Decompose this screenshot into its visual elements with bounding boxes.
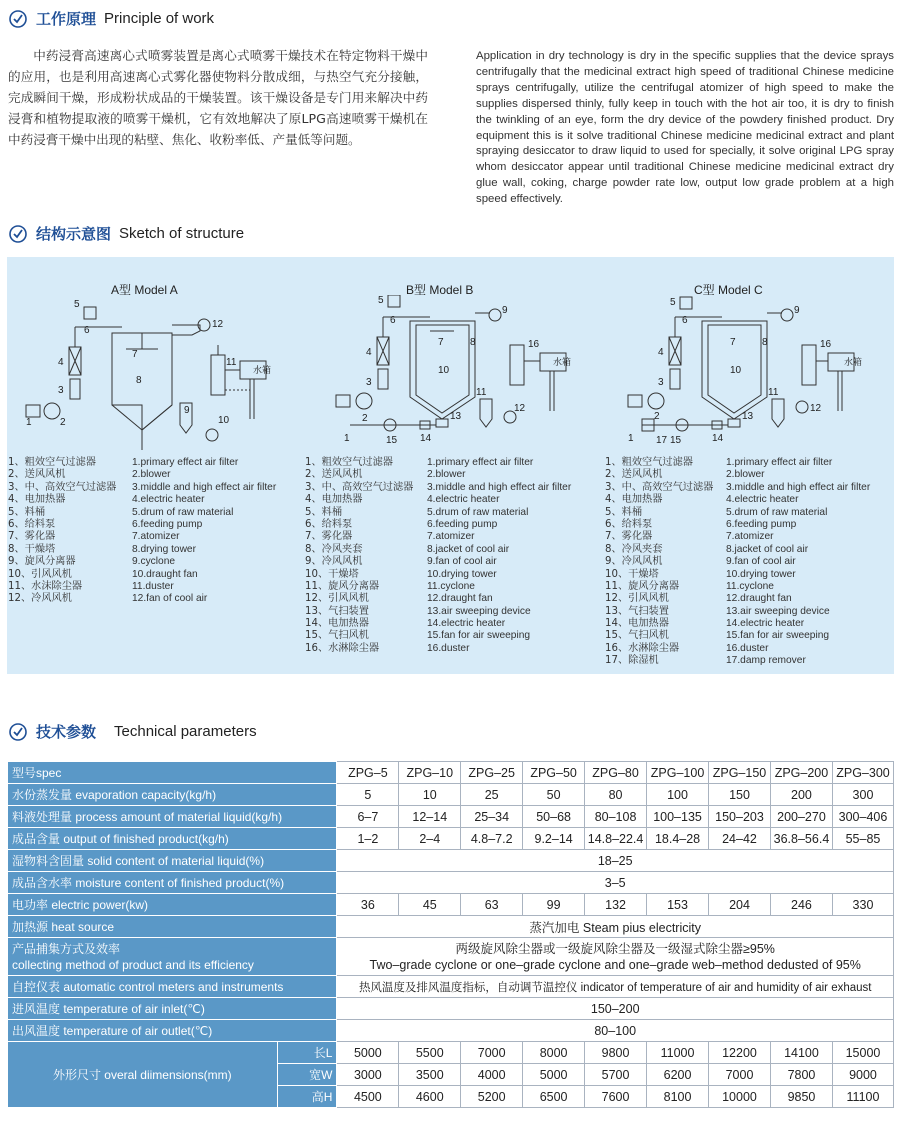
row-value: 6500 [523,1086,585,1108]
blower-shape [44,403,60,419]
row-value: 246 [770,894,832,916]
model-header: ZPG–300 [832,762,893,784]
table-row [8,998,894,1020]
row-value: 2–4 [399,828,461,850]
model-header: ZPG–200 [770,762,832,784]
legend-en-item: 10.drying tower [726,568,796,580]
row-value: 11100 [832,1086,893,1108]
row-value: 11000 [647,1042,709,1064]
legend-en-item: 14.electric heater [427,618,506,630]
diag-b-label-11: 11 [476,387,487,398]
legend-cn-item: 11、旋风分离器 [605,580,680,592]
legend-cn-item: 1、粗效空气过滤器 [605,457,693,468]
row-value: 45 [399,894,461,916]
legend-en-item: 4.electric heater [726,494,799,506]
legend-en-item: 5.drum of raw material [427,506,529,518]
diag-a-label-1: 1 [26,417,32,428]
row-value: 9800 [585,1042,647,1064]
legend-en-item: 6.feeding pump [132,518,203,530]
legend-cn-item: 6、给料泵 [605,518,653,530]
legend-cn-item: 1、粗效空气过滤器 [8,457,96,468]
row-value: 50–68 [523,806,585,828]
row-value: 18–25 [337,850,894,872]
row-value: 36 [337,894,399,916]
model-header: ZPG–5 [337,762,399,784]
diag-c-label-15: 15 [670,435,682,446]
row-value: 25 [461,784,523,806]
row-label: 成品含水率 moisture content of finished product(%) [8,872,337,894]
model-c-title: C型 Model C [694,283,763,297]
legend-cn-item: 8、冷风夹套 [605,543,663,555]
legend-en-item: 11.cyclone [427,580,475,592]
model-header: ZPG–80 [585,762,647,784]
legend-cn-item: 2、送风风机 [605,469,663,481]
table-row [8,1020,894,1042]
intro-text-en: Application in dry technology is dry in the specific supplies that the device sprays centrifugally that the medicinal extract high speed of traditional Chinese medicine sprays centrifugally, utilize the centrifugal atomizer of high speed to make the supplies dispersed thinly, fully keep in touch with the hot air too, it is dry to finish the twinkling of an eye, form the dry device of the powdery finished product. Dry equipment this is it solve traditional Chinese medicine medicinal extract and plant spraying desiccator to draw liquid to used for specially, it solve original LPG spray whom desiccator appear until traditional Chinese medicine medicinal extract dry glue wall, coking, charge powder rate low, output low grade problem at a high speed effectively. [476,50,894,206]
table-row [8,784,894,806]
legend-cn-item: 5、料桶 [305,506,343,518]
legend-cn-item: 14、电加热器 [305,618,369,630]
legend-cn-item: 14、电加热器 [605,618,669,630]
row-value: 7000 [461,1042,523,1064]
legend-en-item: 9.cyclone [132,556,176,568]
spec-label: 型号spec [8,762,337,784]
diag-b-label-7: 7 [438,337,444,348]
legend-en-item: 10.draught fan [132,568,198,580]
structure-title-cn: 结构示意图 [36,225,112,243]
legend-en-item: 1.primary effect air filter [427,457,534,468]
diagram-model-c [622,295,882,455]
diag-b-label-4: 4 [366,347,372,358]
legend-cn-item: 4、电加热器 [605,494,663,506]
legend-cn-item: 7、雾化器 [305,531,353,543]
intro-text-cn: 中药浸膏高速离心式喷雾装置是离心式喷雾干燥技术在特定物料干燥中的应用，也是利用高速离心式雾化器使物料分散成细，与热空气充分接触，完成瞬间干燥，形成粉状成品的干燥装置。该干燥设备是专门用来解决中药浸膏和植物提取液的喷雾干燥机，它有效地解决了原LPG高速喷雾干燥机在中药浸膏干燥中出现的粘壁、焦化、收粉率低、产量低等问题。 [8,48,428,147]
row-value: 4600 [399,1086,461,1108]
model-header: ZPG–25 [461,762,523,784]
dims-label: 外形尺寸 overal diimensions(mm) [8,1042,278,1108]
row-value: 9.2–14 [523,828,585,850]
table-row [8,976,894,998]
diag-c-label-7: 7 [730,337,736,348]
legend-cn-item: 13、气扫装置 [605,605,669,617]
row-value: 14100 [770,1042,832,1064]
row-value: 5500 [399,1042,461,1064]
legend-en-item: 8.drying tower [132,543,196,555]
legend-en-item: 3.middle and high effect air filter [726,481,871,493]
legend-en-item: 11.duster [132,580,174,592]
row-value: 15000 [832,1042,893,1064]
row-value: 5000 [523,1064,585,1086]
legend-en-item: 3.middle and high effect air filter [132,481,277,493]
row-value: 6–7 [337,806,399,828]
row-value: 14.8–22.4 [585,828,647,850]
row-value: 24–42 [709,828,771,850]
row-value: 6200 [647,1064,709,1086]
row-label: 进风温度 temperature of air inlet(℃) [8,998,337,1020]
diag-c-label-16: 16 [820,339,832,350]
row-value [337,938,894,976]
row-value: 7000 [709,1064,771,1086]
row-value: 4500 [337,1086,399,1108]
row-label [8,938,337,976]
row-value: 330 [832,894,893,916]
principle-title-cn: 工作原理 [36,10,97,28]
legend-cn-item: 10、引风风机 [8,568,72,580]
legend-cn-item: 15、气扫风机 [305,630,369,642]
diag-c-label-5: 5 [670,297,676,308]
model-header: ZPG–100 [647,762,709,784]
legend-en-item: 15.fan for air sweeping [726,630,830,642]
diag-b-label-5: 5 [378,295,384,306]
legend-cn-item: 10、干燥塔 [305,568,359,580]
row-value: 100–135 [647,806,709,828]
row-value: 4.8–7.2 [461,828,523,850]
diag-b-label-16: 16 [528,339,540,350]
legend-cn-item: 11、水沫除尘器 [8,580,83,592]
row-value: 12200 [709,1042,771,1064]
row-value: 9850 [770,1086,832,1108]
diag-c-label-17: 17 [656,435,668,446]
legend-cn-item: 10、干燥塔 [605,568,659,580]
row-value: 3500 [399,1064,461,1086]
row-value: 80–100 [337,1020,894,1042]
legend-en-item: 12.draught fan [726,593,792,605]
legend-en-item: 4.electric heater [427,494,500,506]
diag-b-label-13: 13 [450,411,462,422]
section-bullet-icon [8,722,28,742]
diag-a-label-9: 9 [184,405,190,416]
legend-en-item: 17.damp remover [726,655,806,667]
row-value: 55–85 [832,828,893,850]
legend-en-item: 16.duster [726,642,769,654]
diag-b-label-6: 6 [390,315,396,326]
legend-en-item: 8.jacket of cool air [726,543,809,555]
model-b-title: B型 Model B [406,283,474,297]
row-value: 7800 [770,1064,832,1086]
row-value: 10 [399,784,461,806]
legend-en-item: 9.fan of cool air [427,556,497,568]
row-value: 204 [709,894,771,916]
legend-en-item: 4.electric heater [132,494,205,506]
diag-c-label-3: 3 [658,377,664,388]
row-value: 100 [647,784,709,806]
row-label: 成品含量 output of finished product(kg/h) [8,828,337,850]
row-value: 热风温度及排风温度指标，自动调节温控仪 indicator of temperature of air and humidity of air exhaust [337,976,894,998]
legend-cn-item: 13、气扫装置 [305,605,369,617]
diag-c-label-10: 10 [730,365,742,376]
model-a-title: A型 Model A [111,283,178,297]
legend-en-item: 16.duster [427,642,470,654]
row-label: 湿物料含固量 solid content of material liquid(%) [8,850,337,872]
legend-en-item: 6.feeding pump [726,518,797,530]
row-value: 153 [647,894,709,916]
row-value: 50 [523,784,585,806]
row-value: 150–203 [709,806,771,828]
table-row [8,916,894,938]
legend-en-item: 1.primary effect air filter [132,457,239,468]
diag-a-label-6: 6 [84,325,90,336]
legend-cn-item: 9、旋风分离器 [8,556,76,568]
row-value: 5700 [585,1064,647,1086]
row-label: 电功率 electric power(kw) [8,894,337,916]
legend-cn-item: 16、水淋除尘器 [605,642,680,654]
legend-en-item: 2.blower [132,469,171,481]
diag-a-label-8: 8 [136,375,142,386]
table-row [8,938,894,976]
diag-c-label-13: 13 [742,411,754,422]
legend-cn-item: 16、水淋除尘器 [305,642,380,654]
table-header-row [8,762,894,784]
row-value: 10000 [709,1086,771,1108]
principle-title-en: Principle of work [104,10,215,27]
row-value: 63 [461,894,523,916]
row-value: 150 [709,784,771,806]
row-value: 8100 [647,1086,709,1108]
row-value: 12–14 [399,806,461,828]
legend-en-item: 2.blower [427,469,466,481]
legend-cn-item: 17、除湿机 [605,655,659,667]
diag-b-label-2: 2 [362,413,368,424]
structure-heading [8,223,244,244]
params-title-cn: 技术参数 [36,723,97,741]
row-label-line: collecting method of product and its efficiency [12,957,254,972]
diag-a-label-12: 12 [212,319,224,330]
row-value: 18.4–28 [647,828,709,850]
row-value: 80 [585,784,647,806]
legend-cn-item: 12、引风风机 [305,593,369,605]
diagram-model-a [22,295,292,455]
diag-c-label-8: 8 [762,337,768,348]
legend-cn-item: 11、旋风分离器 [305,580,380,592]
legend-en-item: 12.draught fan [427,593,493,605]
diag-b-label-9: 9 [502,305,508,316]
section-bullet-icon [8,224,28,244]
legend-cn-item: 7、雾化器 [605,531,653,543]
table-row [8,850,894,872]
diag-c-label-1: 1 [628,433,634,444]
row-value: 3–5 [337,872,894,894]
table-row [8,806,894,828]
legend-cn-item: 1、粗效空气过滤器 [305,457,393,468]
legend-cn-item: 6、给料泵 [305,518,353,530]
row-value-line: 两级旋风除尘器或一级旋风除尘器及一级湿式除尘器≥95% [455,941,775,956]
diag-c-label-11: 11 [768,387,779,398]
model-header: ZPG–150 [709,762,771,784]
structure-title-en: Sketch of structure [119,225,245,242]
legend-cn-item: 9、冷风风机 [605,556,663,568]
dim-key: 高H [277,1086,337,1108]
legend-en-item: 6.feeding pump [427,518,498,530]
table-row [8,894,894,916]
legend-en-item: 14.electric heater [726,618,805,630]
diag-c-label-9: 9 [794,305,800,316]
diag-a-label-11: 11 [226,357,237,368]
legend-cn-item: 4、电加热器 [305,494,363,506]
diag-b-label-3: 3 [366,377,372,388]
row-value: 8000 [523,1042,585,1064]
row-value: 200–270 [770,806,832,828]
row-value: 5200 [461,1086,523,1108]
row-label: 水份蒸发量 evaporation capacity(kg/h) [8,784,337,806]
legend-cn-item: 9、冷风风机 [305,556,363,568]
legend-cn-item: 3、中、高效空气过滤器 [305,481,414,493]
legend-en-item: 10.drying tower [427,568,497,580]
diag-b-label-12: 12 [514,403,526,414]
legend-cn-item: 5、料桶 [8,506,46,518]
diag-b-label-15: 15 [386,435,398,446]
legend-cn-item: 5、料桶 [605,506,643,518]
row-label: 加热源 heat source [8,916,337,938]
diag-a-label-10: 10 [218,415,230,426]
row-value: 132 [585,894,647,916]
diag-c-water-tank: 水箱 [844,357,863,367]
diag-c-label-6: 6 [682,315,688,326]
legend-en-item: 15.fan for air sweeping [427,630,531,642]
row-value: 5 [337,784,399,806]
row-value: 4000 [461,1064,523,1086]
row-value: 36.8–56.4 [770,828,832,850]
row-value: 300–406 [832,806,893,828]
principle-heading [8,8,214,29]
table-row [8,828,894,850]
row-value: 25–34 [461,806,523,828]
legend-en-item: 11.cyclone [726,580,774,592]
legend-en-item: 7.atomizer [132,531,180,543]
table-row [8,1042,894,1064]
model-header: ZPG–10 [399,762,461,784]
technical-parameters-table [7,761,894,1108]
legend-en-item: 12.fan of cool air [132,593,208,605]
legend-cn-item: 7、雾化器 [8,531,56,543]
row-label: 料液处理量 process amount of material liquid(kg/h) [8,806,337,828]
diag-b-label-10: 10 [438,365,450,376]
diag-b-label-14: 14 [420,433,432,444]
diag-c-label-12: 12 [810,403,822,414]
row-label-line: 产品捕集方式及效率 [12,941,121,956]
table-row [8,872,894,894]
diag-c-label-2: 2 [654,411,660,422]
row-value: 1–2 [337,828,399,850]
legend-cn-item: 8、干燥塔 [8,543,56,555]
params-title-en: Technical parameters [114,723,257,740]
drum-shape [84,307,96,319]
legend-cn-item: 6、给料泵 [8,518,56,530]
model-header: ZPG–50 [523,762,585,784]
legend-cn-item: 8、冷风夹套 [305,543,363,555]
row-value: 5000 [337,1042,399,1064]
row-value: 99 [523,894,585,916]
legend-cn-item: 2、送风风机 [305,469,363,481]
dim-key: 长L [277,1042,337,1064]
section-bullet-icon [8,9,28,29]
filter-shape [26,405,40,417]
params-heading [8,721,257,742]
row-value: 300 [832,784,893,806]
row-label: 出风温度 temperature of air outlet(℃) [8,1020,337,1042]
legend-en-item: 7.atomizer [726,531,774,543]
legend-en-item: 13.air sweeping device [427,605,531,617]
legend-cn-item: 12、引风风机 [605,593,669,605]
diagram-model-b [330,295,590,455]
row-value: 150–200 [337,998,894,1020]
row-label: 自控仪表 automatic control meters and instruments [8,976,337,998]
legend-en-item: 7.atomizer [427,531,475,543]
row-value: 9000 [832,1064,893,1086]
legend-cn-item: 15、气扫风机 [605,630,669,642]
legend-cn-item: 2、送风风机 [8,469,66,481]
legend-en-item: 9.fan of cool air [726,556,796,568]
legend-en-item: 5.drum of raw material [132,506,234,518]
legend-en-item: 13.air sweeping device [726,605,830,617]
diag-a-label-2: 2 [60,417,66,428]
legend-en-item: 2.blower [726,469,765,481]
dim-key: 宽W [277,1064,337,1086]
diag-a-label-5: 5 [74,299,80,310]
diag-b-water-tank: 水箱 [553,357,572,367]
diag-a-label-3: 3 [58,385,64,396]
row-value: 200 [770,784,832,806]
row-value: 7600 [585,1086,647,1108]
diag-b-label-1: 1 [344,433,350,444]
diag-a-water-tank: 水箱 [253,365,272,375]
legend-cn-item: 4、电加热器 [8,494,66,506]
row-value: 3000 [337,1064,399,1086]
diag-c-label-14: 14 [712,433,724,444]
row-value-line: Two–grade cyclone or one–grade cyclone and one–grade web–method dedusted of 95% [369,957,861,972]
legend-en-item: 8.jacket of cool air [427,543,510,555]
legend-en-item: 5.drum of raw material [726,506,828,518]
legend-cn-item: 3、中、高效空气过滤器 [605,481,714,493]
diag-c-label-4: 4 [658,347,664,358]
legend-en-item: 1.primary effect air filter [726,457,833,468]
legend-cn-item: 3、中、高效空气过滤器 [8,481,117,493]
diag-a-label-4: 4 [58,357,64,368]
row-value: 蒸汽加电 Steam pius electricity [337,916,894,938]
legend-cn-item: 12、冷风风机 [8,593,72,605]
diag-b-label-8: 8 [470,337,476,348]
diag-a-label-7: 7 [132,349,138,360]
legend-en-item: 3.middle and high effect air filter [427,481,572,493]
row-value: 80–108 [585,806,647,828]
